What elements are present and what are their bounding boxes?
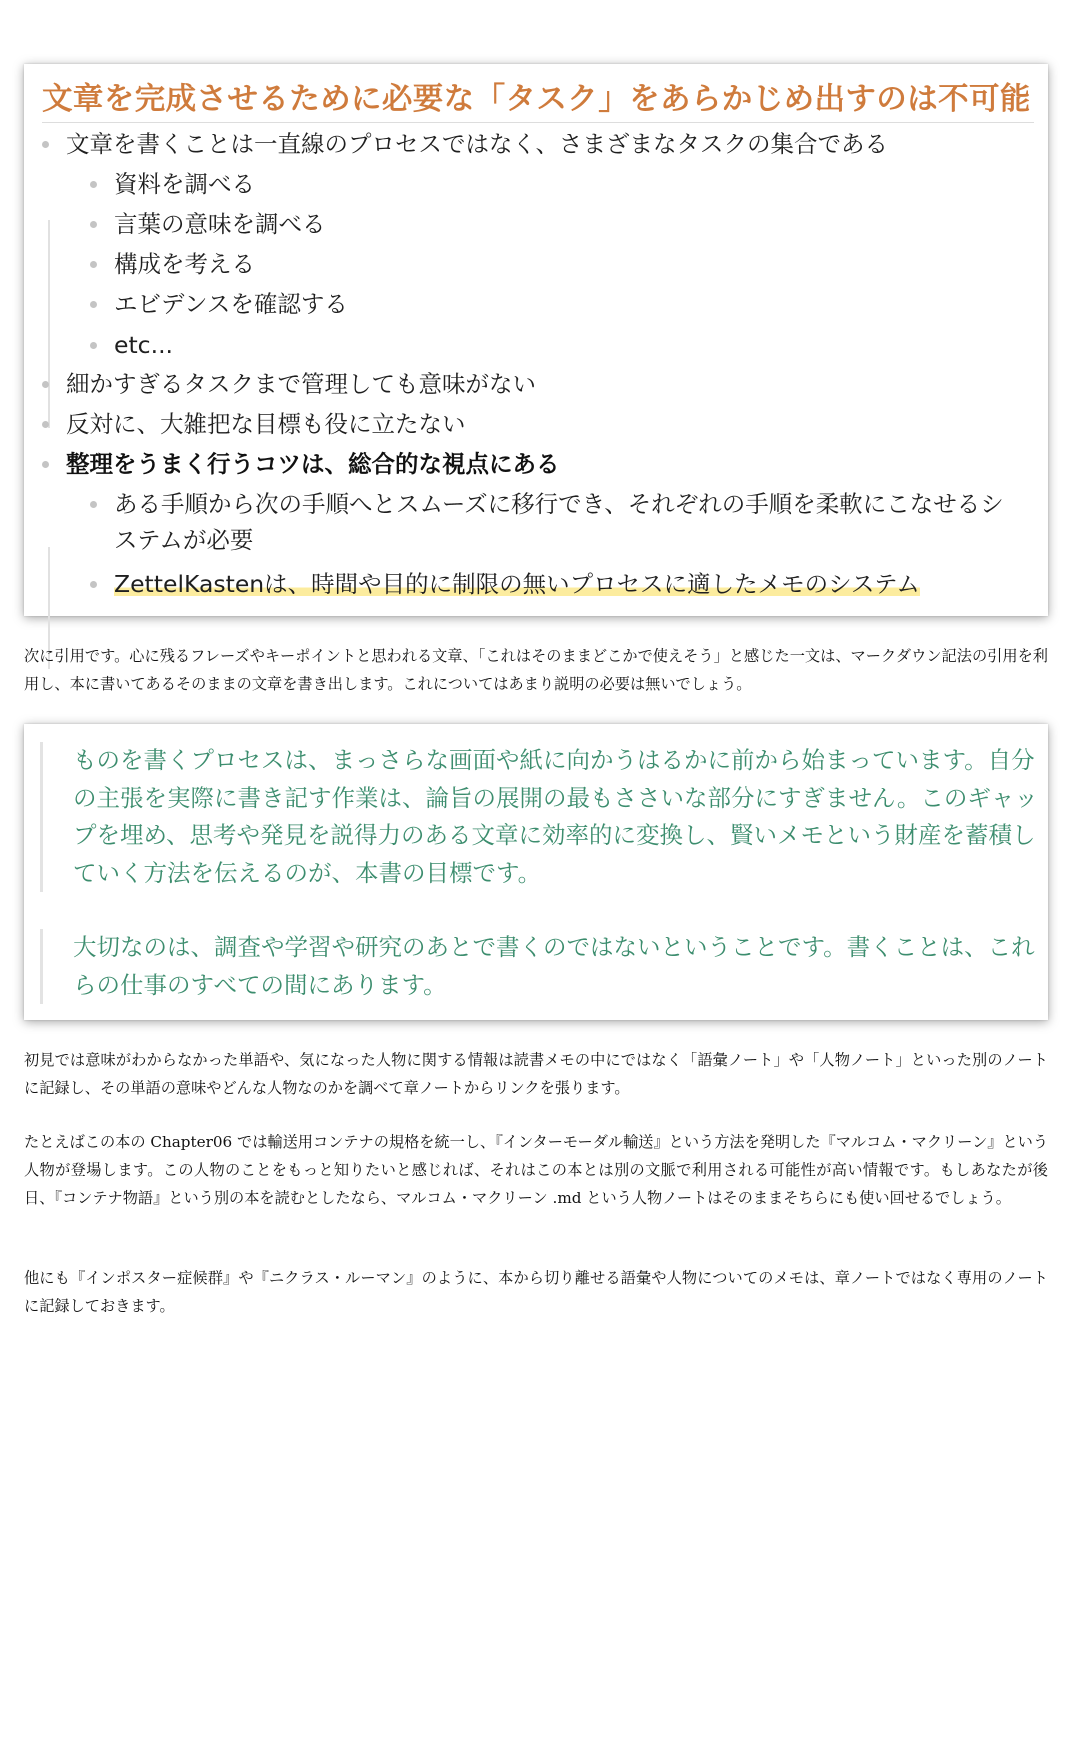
outline-item-bold: 整理をうまく行うコツは、総合的な視点にある: [66, 446, 560, 482]
outline-subitem: ある手順から次の手順へとスムーズに移行でき、それぞれの手順を柔軟にこなせるシステムが必要: [114, 486, 1024, 558]
bullet-icon: [42, 381, 49, 388]
outline-subitem-highlighted: ZettelKastenは、時間や目的に制限の無いプロセスに適したメモのシステム: [114, 566, 920, 602]
body-paragraph: 初見では意味がわからなかった単語や、気になった人物に関する情報は読書メモの中にではなく「語彙ノート」や「人物ノート」といった別のノートに記録し、その単語の意味やどんな人物なのかを調べて章ノートからリンクを張ります。: [24, 1051, 1048, 1097]
title-divider: [42, 122, 1034, 123]
outline-item: 反対に、大雑把な目標も役に立たない: [66, 406, 466, 442]
bullet-icon: [42, 421, 49, 428]
outline-title: 文章を完成させるために必要な「タスク」をあらかじめ出すのは不可能: [42, 82, 1031, 117]
outline-subitem: 構成を考える: [114, 246, 255, 282]
body-paragraph: 次に引用です。心に残るフレーズやキーポイントと思われる文章、「これはそのままどこかで使えそう」と感じた一文は、マークダウン記法の引用を利用し、本に書いてあるそのままの文章を書き出します。これについてはあまり説明の必要は無いでしょう。: [24, 647, 1048, 693]
outline-subitem: etc...: [114, 327, 173, 363]
body-paragraph: 他にも『インポスター症候群』や『ニクラス・ルーマン』のように、本から切り離せる語彙や人物についてのメモは、章ノートではなく専用のノートに記録しておきます。: [24, 1269, 1048, 1315]
blockquote: ものを書くプロセスは、まっさらな画面や紙に向かうはるかに前から始まっています。自分の主張を実際に書き記す作業は、論旨の展開の最もささいな部分にすぎません。このギャップを埋め、思考や発見を説得力のある文章に効率的に変換し、賢いメモという財産を蓄積していく方法を伝えるのが、本書の目標です。: [40, 742, 1038, 892]
body-paragraph: たとえばこの本の Chapter06 では輸送用コンテナの規格を統一し、『インターモーダル輸送』という方法を発明した『マルコム・マクリーン』という人物が登場します。この人物のことをもっと知りたいと感じれば、それはこの本とは別の文脈で利用される可能性が高い情報です。もしあなたが後日、『コンテナ物語』という別の本を読むとしたなら、マルコム・マクリーン .md という人物ノートはそのままそちらにも使い回せるでしょう。: [24, 1133, 1049, 1207]
bullet-icon: [90, 342, 97, 349]
bullet-icon: [42, 141, 49, 148]
bullet-icon: [90, 501, 97, 508]
bullet-icon: [90, 581, 97, 588]
bullet-icon: [90, 221, 97, 228]
bullet-icon: [42, 461, 49, 468]
outline-subitem: エビデンスを確認する: [114, 286, 348, 322]
indent-guide: [48, 220, 50, 428]
quote-screenshot: [24, 724, 1048, 1020]
outline-item: 文章を書くことは一直線のプロセスではなく、さまざまなタスクの集合である: [66, 126, 888, 162]
outline-screenshot: [24, 64, 1048, 616]
outline-subitem: 言葉の意味を調べる: [114, 206, 326, 242]
bullet-icon: [90, 301, 97, 308]
outline-subitem: 資料を調べる: [114, 166, 255, 202]
bullet-icon: [90, 261, 97, 268]
bullet-icon: [90, 181, 97, 188]
blockquote: 大切なのは、調査や学習や研究のあとで書くのではないということです。書くことは、これらの仕事のすべての間にあります。: [40, 929, 1038, 1004]
outline-item: 細かすぎるタスクまで管理しても意味がない: [66, 366, 536, 402]
